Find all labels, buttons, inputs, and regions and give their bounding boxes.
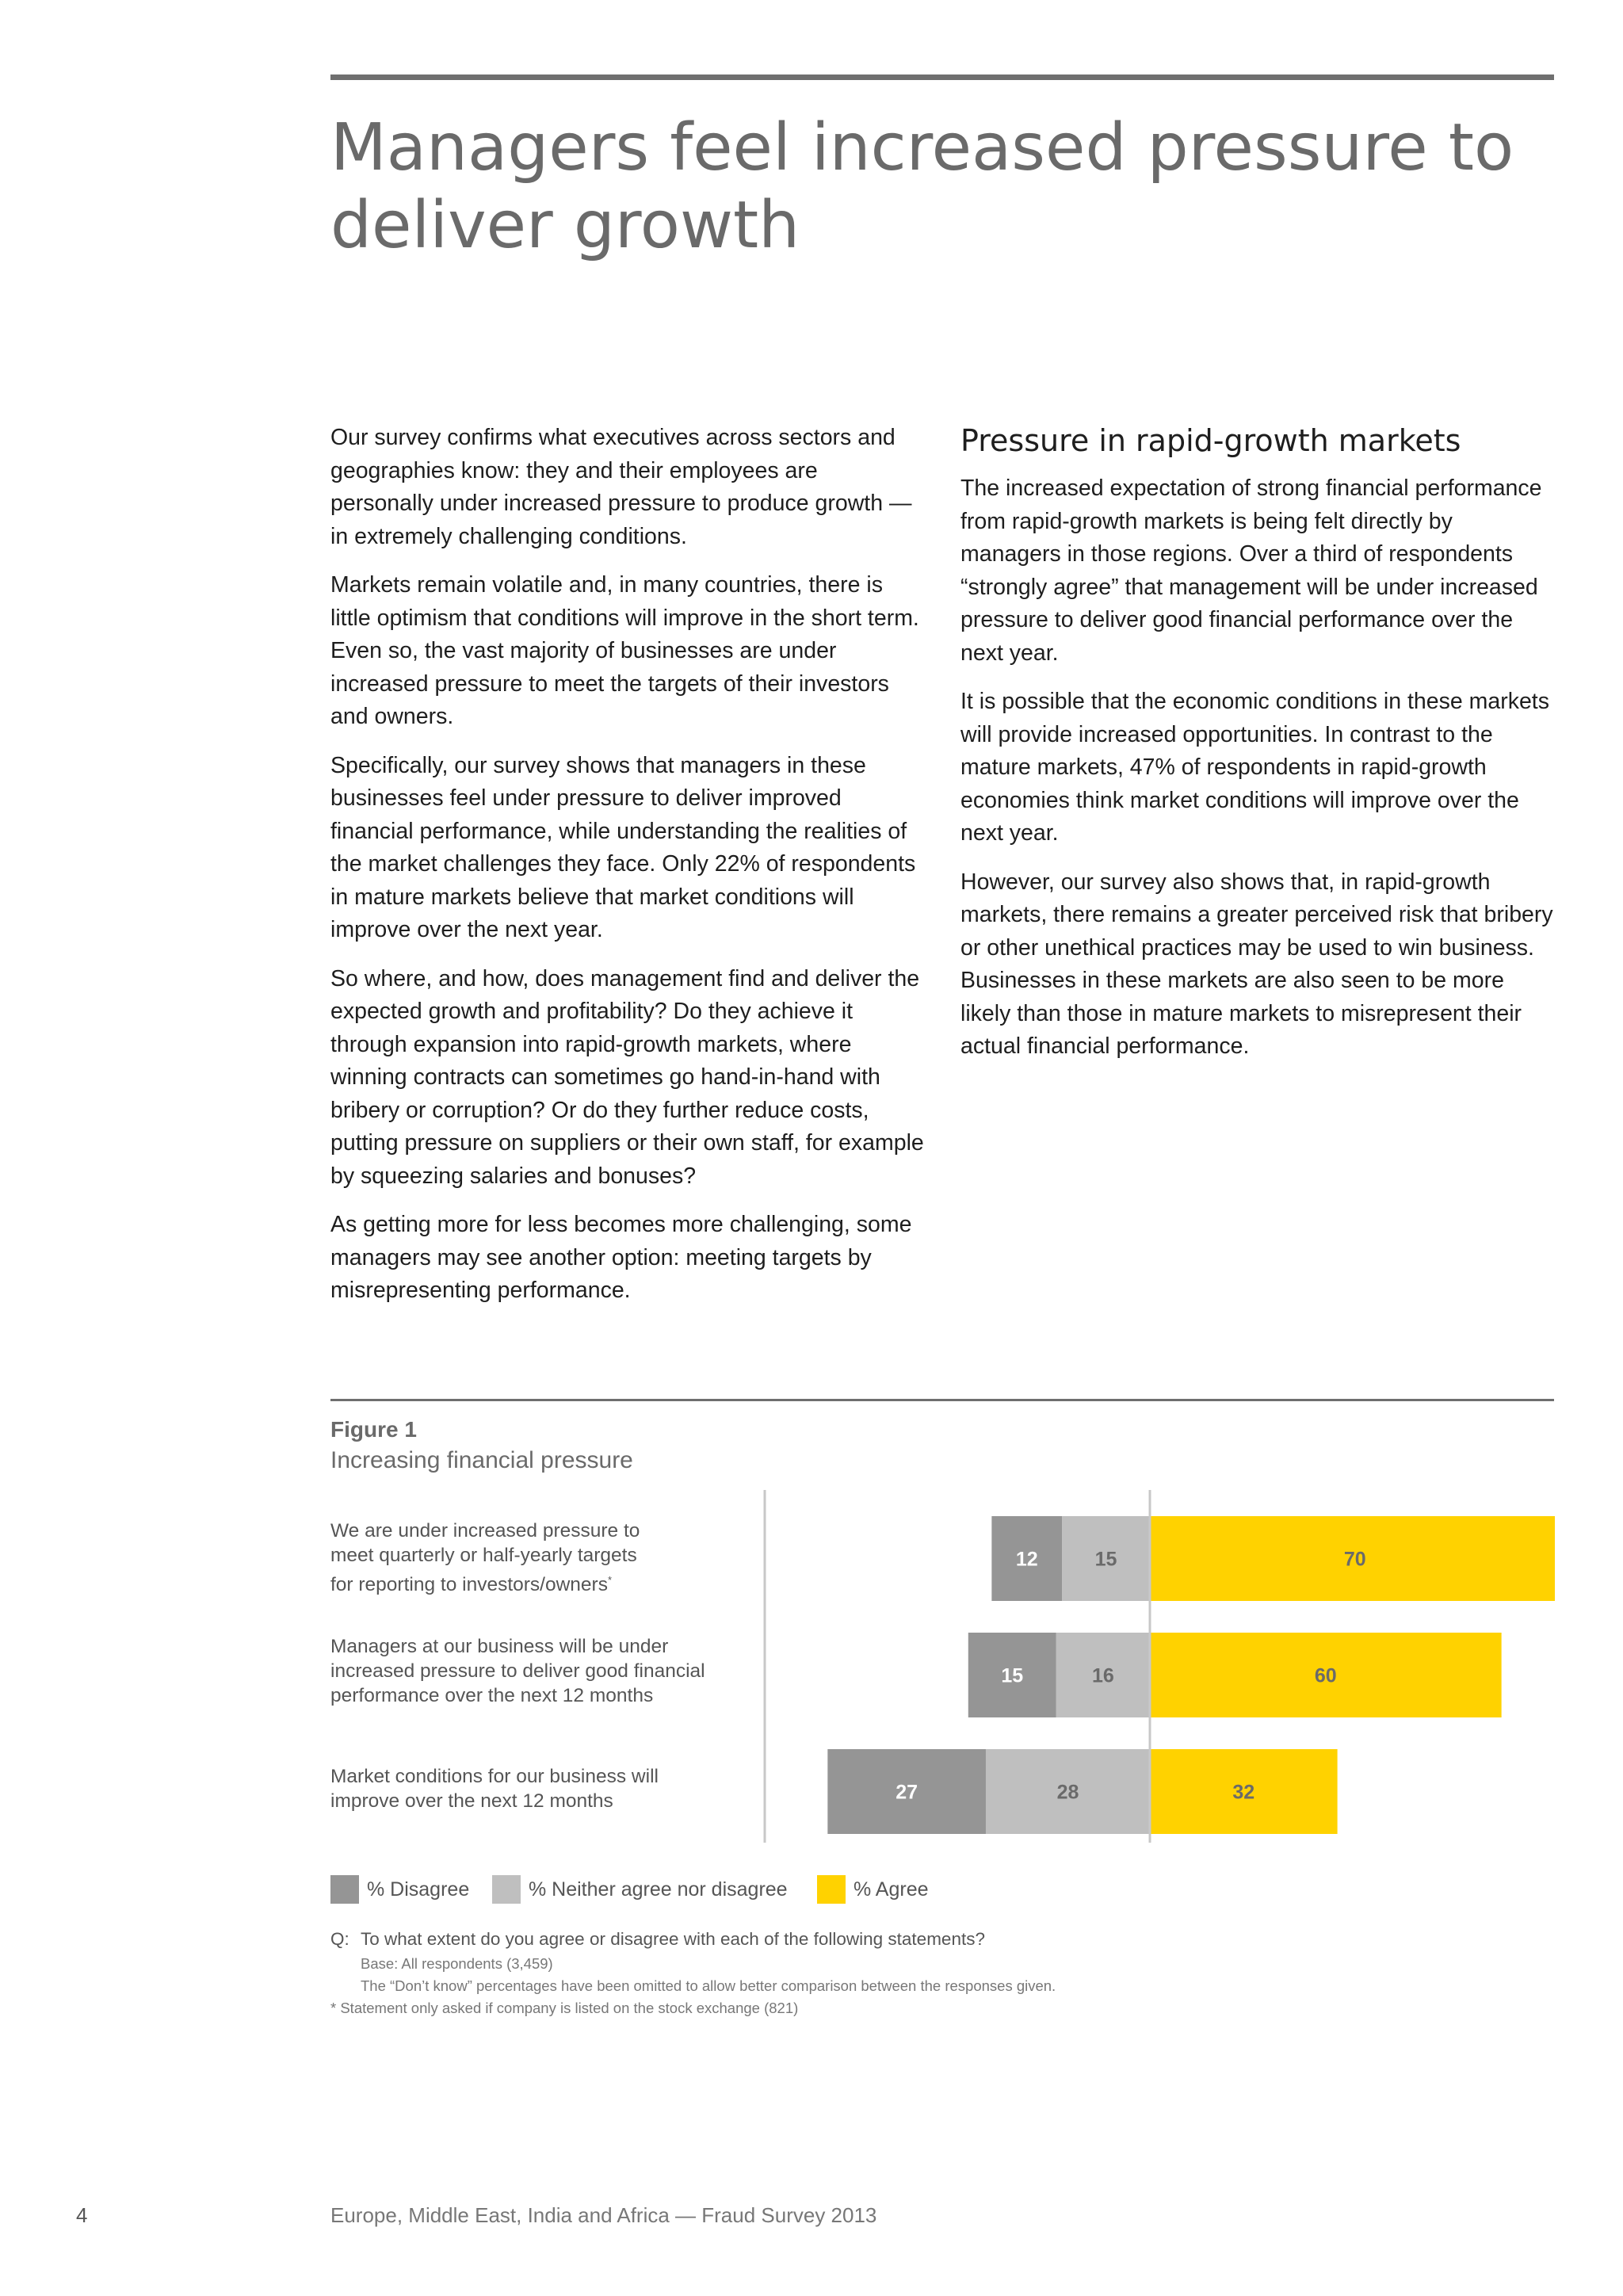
statement-line: increased pressure to deliver good financial — [330, 1660, 705, 1682]
footnote-mark: * — [607, 1574, 613, 1586]
legend-label: % Agree — [854, 1878, 929, 1901]
left-paragraph: Specifically, our survey shows that managers in these businesses feel under pressure to deliver improved financial performance, while understanding the realities of the market challenges they face. Only 22% of respondents in mature markets believe that market conditions will improve over the next year. — [330, 752, 916, 942]
right-paragraph: However, our survey also shows that, in rapid-growth markets, there remains a greater perceived risk that bribery or other unethical practices may be used to win business. Businesses in these markets are also seen to be more likely than those in mature markets to misrepresent their actual financial performance. — [960, 869, 1553, 1059]
left-paragraph: As getting more for less becomes more challenging, some managers may see another option: meeting targets by misrepresenting performance. — [330, 1212, 912, 1303]
survey-note: The “Don’t know” percentages have been omitted to allow better comparison between the responses given. — [361, 1977, 1056, 1994]
data-label-agree: 32 — [1232, 1781, 1255, 1804]
statement-line: We are under increased pressure to — [330, 1520, 640, 1541]
left-column — [330, 422, 926, 1324]
page-number: 4 — [76, 2203, 88, 2227]
figure-title: Increasing financial pressure — [330, 1447, 633, 1473]
survey-footnote: * Statement only asked if company is listed on the stock exchange (821) — [330, 2000, 799, 2016]
data-label-disagree: 27 — [896, 1781, 918, 1804]
legend-swatch-agree — [817, 1875, 846, 1904]
statement-label — [330, 1519, 758, 1597]
section-heading: Pressure in rapid-growth markets — [960, 423, 1461, 458]
left-paragraph: So where, and how, does management find and deliver the expected growth and profitability? Do they achieve it through expansion into rapid-growth markets, where winning contracts can sometimes go hand-in-hand with bribery or corruption? Or do they further reduce costs, putting pressure on suppliers or their own staff, for example by squeezing salaries and bonuses? — [330, 965, 924, 1189]
legend-item-agree — [817, 1875, 929, 1904]
data-label-disagree: 15 — [1001, 1664, 1024, 1687]
data-label-neither: 15 — [1094, 1548, 1117, 1571]
footer-text: Europe, Middle East, India and Africa — Fraud Survey 2013 — [330, 2203, 877, 2227]
data-label-agree: 70 — [1343, 1548, 1366, 1571]
legend-swatch-neither — [492, 1875, 521, 1904]
statement-label — [330, 1634, 758, 1708]
question-text: To what extent do you agree or disagree with each of the following statements? — [361, 1929, 985, 1949]
data-label-disagree: 12 — [1015, 1548, 1038, 1571]
survey-base: Base: All respondents (3,459) — [361, 1955, 553, 1972]
data-label-neither: 16 — [1091, 1664, 1114, 1687]
left-paragraph: Markets remain volatile and, in many countries, there is little optimism that conditions will improve in the short term. Even so, the vast majority of businesses are under increased pressure to meet the targets of their investors and owners. — [330, 572, 919, 729]
legend-label: % Neither agree nor disagree — [529, 1878, 788, 1901]
figure-label: Figure 1 — [330, 1417, 417, 1442]
diverging-bar-chart — [753, 1490, 1555, 1855]
statement-line: meet quarterly or half-yearly targets — [330, 1545, 637, 1566]
legend-item-disagree — [330, 1875, 469, 1904]
right-paragraph: The increased expectation of strong financial performance from rapid-growth markets is being felt directly by managers in those regions. Over a third of respondents “strongly agree” that management will be under increased pressure to deliver good financial performance over the next year. — [960, 476, 1542, 666]
legend-item-neither — [492, 1875, 788, 1904]
question-prefix: Q: — [330, 1929, 349, 1949]
statement-line: performance over the next 12 months — [330, 1685, 654, 1706]
data-label-agree: 60 — [1314, 1664, 1337, 1687]
statement-line-text: for reporting to investors/owners — [330, 1574, 608, 1596]
survey-question — [330, 1927, 985, 1951]
statement-line: Market conditions for our business will — [330, 1766, 659, 1787]
data-label-neither: 28 — [1056, 1781, 1079, 1804]
statement-line — [330, 1568, 758, 1597]
right-paragraph: It is possible that the economic conditions in these markets will provide increased opportunities. In contrast to the mature markets, 47% of respondents in rapid-growth economies think market conditions will improve over the next year. — [960, 689, 1549, 846]
left-paragraph: Our survey confirms what executives across sectors and geographies know: they and their employees are personally under increased pressure to produce growth — in extremely challenging conditions. — [330, 425, 912, 549]
statement-line: Managers at our business will be under — [330, 1636, 669, 1657]
statement-label — [330, 1764, 758, 1813]
top-rule — [330, 74, 1554, 80]
page-title: Managers feel increased pressure to deliver growth — [330, 110, 1514, 263]
figure-rule — [330, 1399, 1554, 1401]
legend-swatch-disagree — [330, 1875, 359, 1904]
statement-line: improve over the next 12 months — [330, 1790, 613, 1812]
right-column — [960, 420, 1556, 1079]
legend-label: % Disagree — [367, 1878, 470, 1901]
